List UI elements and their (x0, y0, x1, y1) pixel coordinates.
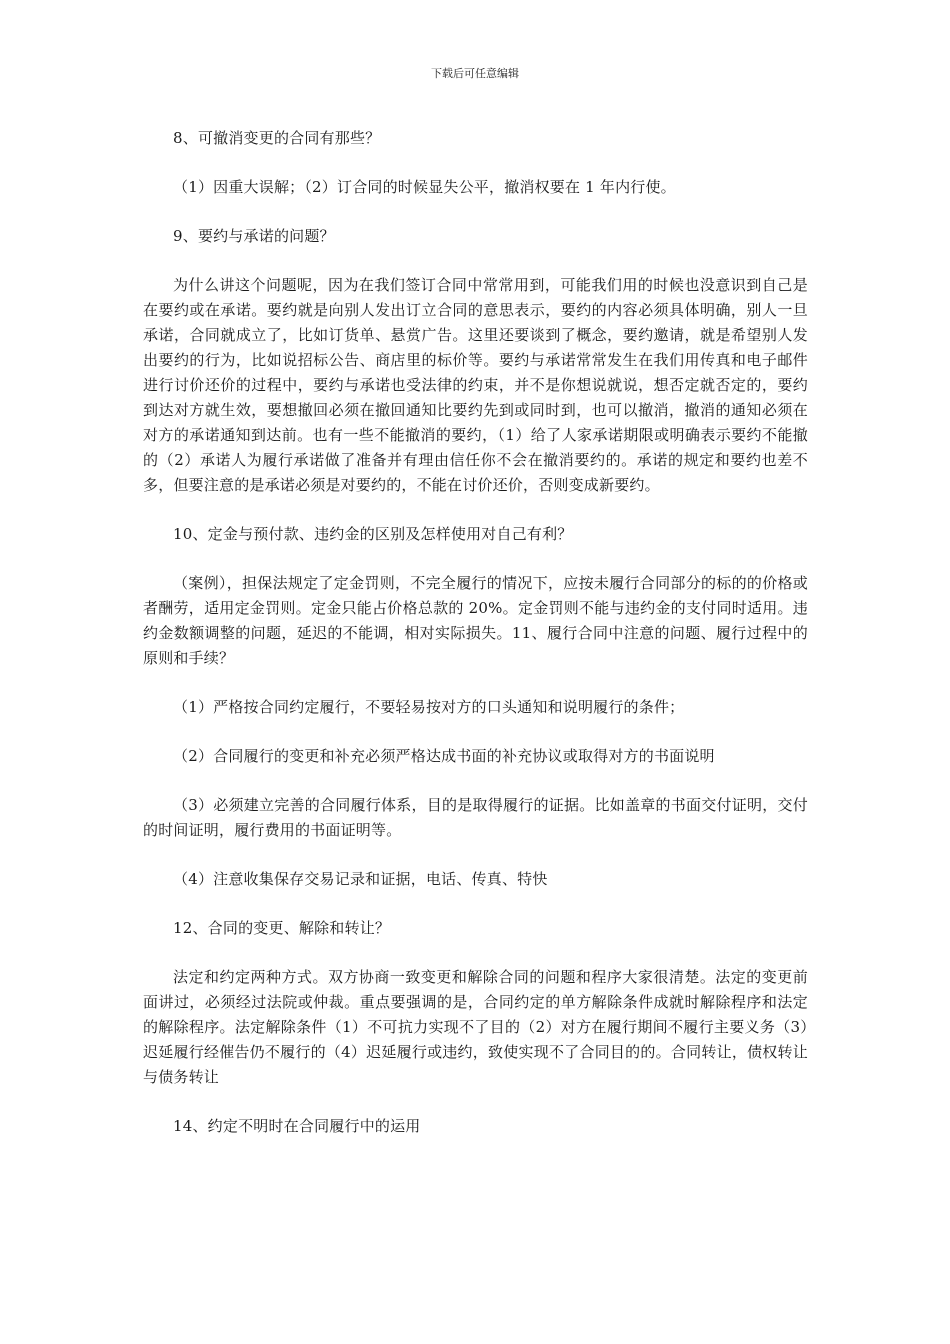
document-body (143, 126, 808, 1163)
paragraph-8-answer: （1）因重大误解；（2）订合同的时候显失公平，撤消权要在 1 年内行使。 (173, 178, 676, 196)
heading-9: 9、要约与承诺的问题？ (173, 227, 335, 245)
list-item-3: （3）必须建立完善的合同履行体系，目的是取得履行的证据。比如盖章的书面交付证明，交付的时间证明，履行费用的书面证明等。 (143, 796, 808, 839)
heading-10: 10、定金与预付款、违约金的区别及怎样使用对自己有利？ (173, 525, 573, 543)
list-item-1: （1）严格按合同约定履行，不要轻易按对方的口头通知和说明履行的条件； (173, 698, 685, 716)
paragraph-12-answer: 法定和约定两种方式。双方协商一致变更和解除合同的问题和程序大家很清楚。法定的变更前面讲过，必须经过法院或仲裁。重点要强调的是，合同约定的单方解除条件成就时解除程序和法定的解除程序。法定解除条件（1）不可抗力实现不了目的（2）对方在履行期间不履行主要义务（3）迟延履行经催告仍不履行的（4）迟延履行或违约，致使实现不了合同目的的。合同转让，债权转让与债务转让 (143, 968, 808, 1086)
list-item-4: （4）注意收集保存交易记录和证据，电话、传真、特快 (173, 870, 548, 888)
heading-12: 12、合同的变更、解除和转让？ (173, 919, 391, 937)
heading-14: 14、约定不明时在合同履行中的运用 (173, 1117, 421, 1135)
paragraph-9-answer: 为什么讲这个问题呢，因为在我们签订合同中常常用到，可能我们用的时候也没意识到自己是在要约或在承诺。要约就是向别人发出订立合同的意思表示，要约的内容必须具体明确，别人一旦承诺，合同就成立了，比如订货单、悬赏广告。这里还要谈到了概念，要约邀请，就是希望别人发出要约的行为，比如说招标公告、商店里的标价等。要约与承诺常常发生在我们用传真和电子邮件进行讨价还价的过程中，要约与承诺也受法律的约束，并不是你想说就说，想否定就否定的，要约到达对方就生效，要想撤回必须在撤回通知比要约先到或同时到，也可以撤消，撤消的通知必须在对方的承诺通知到达前。也有一些不能撤消的要约，（1）给了人家承诺期限或明确表示要约不能撤的（2）承诺人为履行承诺做了准备并有理由信任你不会在撤消要约的。承诺的规定和要约也差不多，但要注意的是承诺必须是对要约的，不能在讨价还价，否则变成新要约。 (143, 276, 808, 494)
page-header: 下载后可任意编辑 (431, 67, 519, 80)
paragraph-10-answer: （案例），担保法规定了定金罚则，不完全履行的情况下，应按未履行合同部分的标的的价格或者酬劳，适用定金罚则。定金只能占价格总款的 20%。定金罚则不能与违约金的支付同时适用。违约金数额调整的问题，延迟的不能调，相对实际损失。11、履行合同中注意的问题、履行过程中的原则和手续？ (143, 574, 808, 667)
heading-8: 8、可撤消变更的合同有那些？ (173, 129, 381, 147)
list-item-2: （2）合同履行的变更和补充必须严格达成书面的补充协议或取得对方的书面说明 (173, 747, 715, 765)
